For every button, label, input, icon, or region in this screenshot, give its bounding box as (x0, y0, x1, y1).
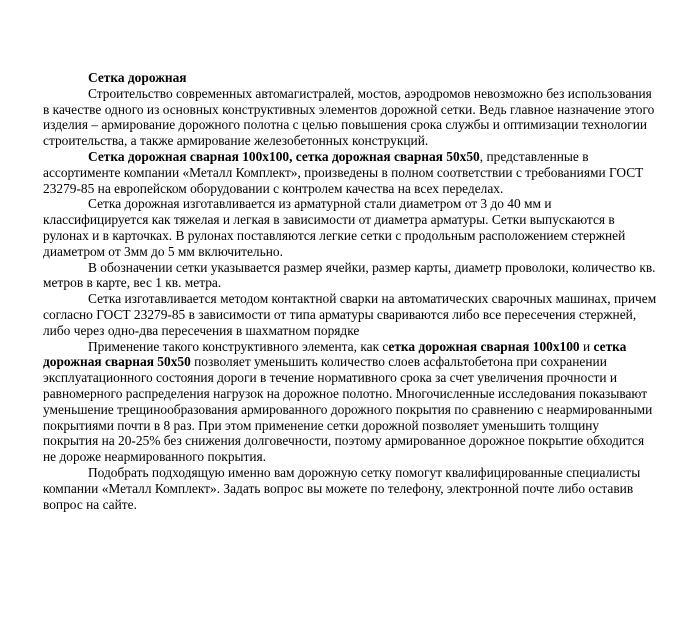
conjunction: и (579, 338, 594, 354)
paragraph-intro: Строительство современных автомагистралей, мостов, аэродромов невозможно без использования в качестве одного из основных конструктивных элементов дорожной сетки. Ведь главное назначение этого изделия – армирование дорожного полотна с целью повышения срока службы и оптимизации технологии строительства, а также армирование железобетонных конструкций. (43, 85, 655, 149)
product-50-bold: сетка дорожная сварная 50х50 (43, 338, 627, 370)
paragraph-application-start: Применение такого конструктивного элемента, как с (88, 338, 389, 354)
product-100-bold: етка дорожная сварная 100х100 (388, 338, 580, 354)
paragraph-products-text: , представленные в ассортименте компании «Металл Комплект», произведены в полном соответствии с требованиями ГОСТ 23279-85 на европейском оборудовании с контролем качества на всех переделах. (43, 148, 644, 196)
paragraph-manufacturing: Сетка дорожная изготавливается из арматурной стали диаметром от 3 до 40 мм и классифицируется как тяжелая и легкая в зависимости от диаметра арматуры. Сетки выпускаются в рулонах и в карточках. В рулонах поставляются легкие сетки с продольным расположением стержней диаметром от 3мм до 5 мм включительно. (43, 196, 626, 259)
paragraph-products (43, 149, 657, 196)
paragraph-welding: Сетка изготавливается методом контактной сварки на автоматических сварочных машинах, причем согласно ГОСТ 23279-85 в зависимости от типа арматуры свариваются либо все пересечения стержней, либо через одно-два пересечения в шахматном порядке (43, 291, 657, 338)
paragraph-designation: В обозначении сетки указывается размер ячейки, размер карты, диаметр проволоки, количество кв. метров в карте, вес 1 кв. метра. (43, 259, 656, 291)
paragraph-contact: Подобрать подходящую именно вам дорожную сетку помогут квалифицированные специалисты компании «Металл Комплект». Задать вопрос вы можете по телефону, электронной почте либо оставив вопрос на сайте. (43, 464, 641, 512)
document-title: Сетка дорожная (88, 70, 187, 85)
product-names-bold: Сетка дорожная сварная 100х100, сетка дорожная сварная 50х50 (88, 148, 480, 164)
paragraph-application (43, 339, 657, 465)
paragraph-application-text: позволяет уменьшить количество слоев асфальтобетона при сохранении эксплуатационного состояния дороги в течение нормативного срока за счет увеличения прочности и равномерного распределения нагрузок на дорожное полотно. Многочисленные исследования показывают уменьшение трещинообразования армированного дорожного покрытия по сравнению с неармированными покрытиями почти в 8 раз. При этом применение сетки дорожной позволяет уменьшить толщину покрытия на 20-25% без снижения долговечности, поэтому армированное дорожное покрытие обходится не дороже неармированного покрытия. (43, 354, 653, 465)
